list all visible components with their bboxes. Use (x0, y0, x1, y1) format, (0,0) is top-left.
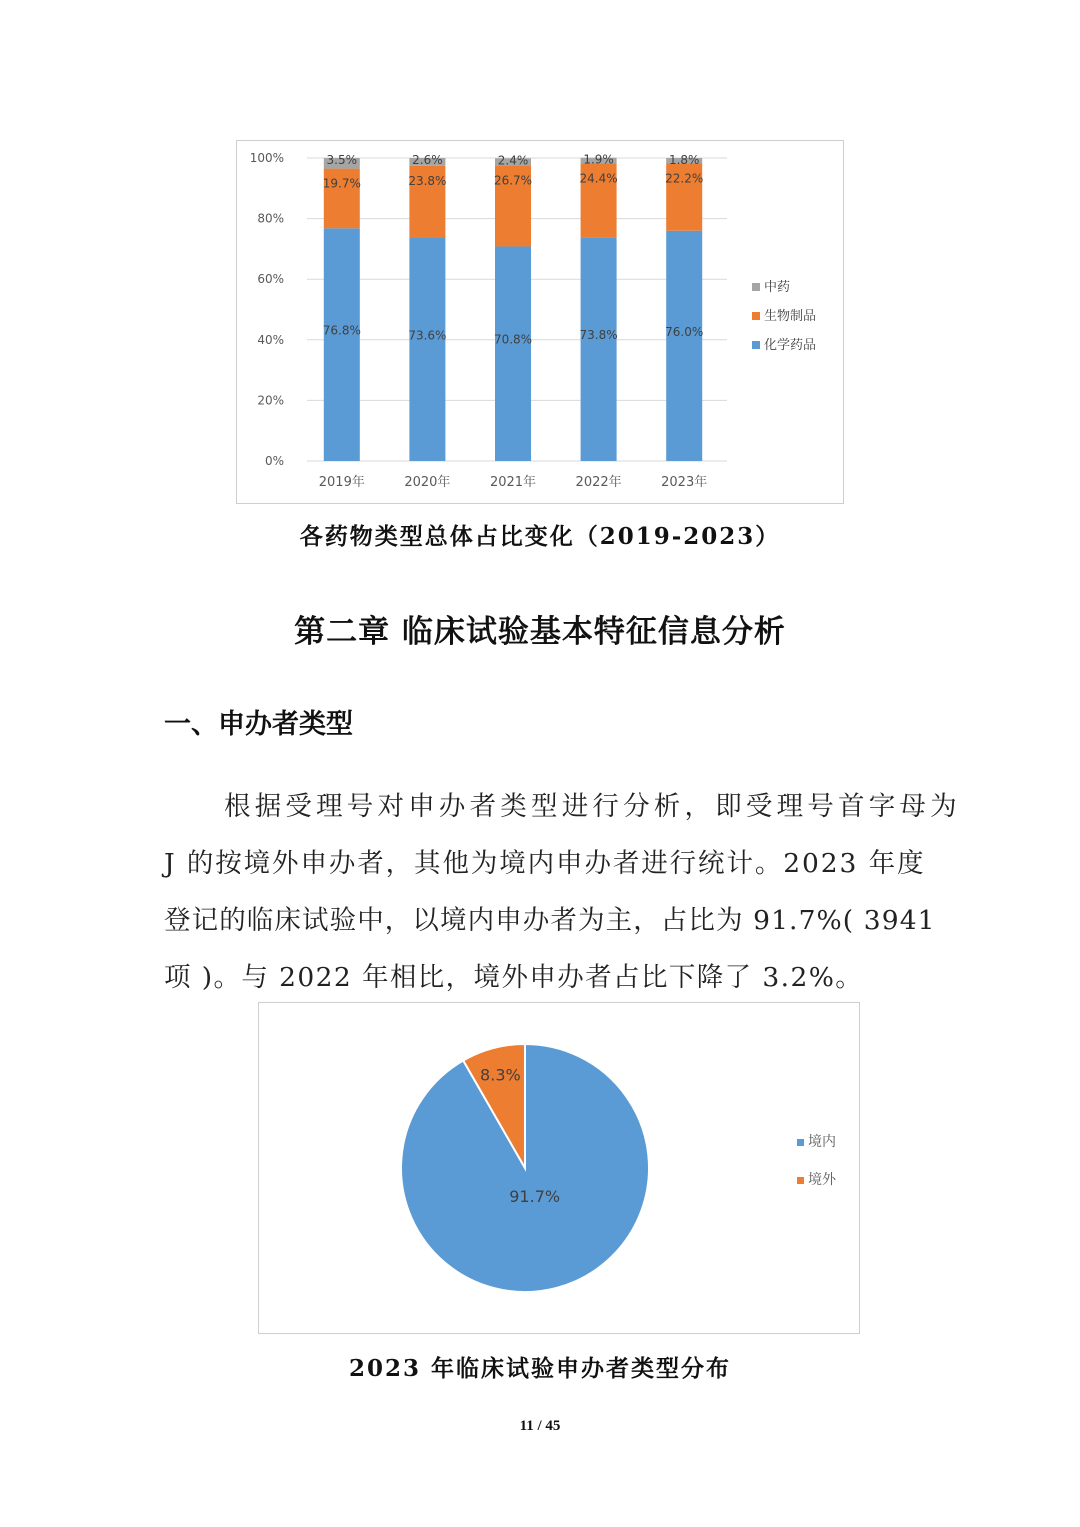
data-label: 2.4% (497, 153, 529, 168)
chart1-caption: 各药物类型总体占比变化（2019-2023） (299, 523, 781, 550)
page-number: 11 / 45 (519, 1418, 561, 1434)
legend-label: 化学药品 (764, 338, 817, 353)
data-label: 26.7% (493, 173, 533, 188)
bar-segment (666, 231, 702, 461)
data-label: 22.2% (665, 171, 704, 186)
legend-swatch (752, 312, 760, 320)
paragraph-line: 登记的临床试验中，以境内申办者为主，占比为 91.7%( 3941 (164, 905, 936, 936)
data-label: 19.7% (322, 176, 361, 191)
data-label: 76.8% (322, 323, 361, 338)
y-tick-label: 0% (264, 454, 284, 468)
bar-segment (581, 237, 617, 461)
section-heading: 一、申办者类型 (164, 709, 353, 740)
data-label: 76.0% (665, 324, 704, 339)
x-tick-label: 2020年 (404, 475, 451, 490)
chart2-caption: 2023 年临床试验申办者类型分布 (348, 1355, 732, 1382)
data-label: 23.8% (408, 173, 447, 188)
data-label: 73.8% (579, 328, 618, 343)
paragraph-line: 项 )。与 2022 年相比，境外申办者占比下降了 3.2%。 (164, 962, 864, 993)
y-tick-label: 60% (257, 272, 284, 287)
data-label: 3.5% (326, 153, 358, 167)
x-tick-label: 2021年 (489, 475, 537, 490)
stacked-bar-chart-panel (236, 140, 844, 504)
pie-chart (259, 1003, 859, 1333)
paragraph-line: 根据受理号对申办者类型进行分析，即受理号首字母为 (224, 791, 961, 822)
y-tick-label: 100% (249, 151, 284, 165)
y-tick-label: 80% (257, 211, 284, 226)
legend-label: 生物制品 (764, 309, 817, 324)
legend-swatch (797, 1139, 804, 1146)
legend-label: 境内 (808, 1134, 836, 1150)
bar-segment (324, 228, 360, 461)
paragraph-line: J 的按境外申办者，其他为境内申办者进行统计。2023 年度 (164, 848, 926, 879)
legend-label: 中药 (764, 280, 791, 295)
y-tick-label: 20% (257, 393, 284, 408)
y-tick-label: 40% (257, 332, 284, 347)
stacked-bar-chart (237, 141, 843, 503)
data-label: 2.6% (412, 153, 443, 167)
slice-label: 91.7% (509, 1186, 561, 1206)
slice-label: 8.3% (480, 1065, 521, 1085)
data-label: 24.4% (579, 171, 618, 186)
legend-swatch (752, 341, 760, 349)
legend-swatch (797, 1177, 804, 1184)
legend-label: 境外 (808, 1172, 836, 1188)
x-tick-label: 2022年 (575, 475, 622, 490)
data-label: 1.8% (668, 153, 700, 167)
data-label: 73.6% (408, 328, 447, 343)
data-label: 70.8% (493, 332, 533, 347)
data-label: 1.9% (583, 152, 614, 167)
chapter-title: 第二章 临床试验基本特征信息分析 (294, 614, 786, 650)
x-tick-label: 2023年 (661, 475, 708, 490)
bar-segment (495, 246, 531, 461)
legend-swatch (752, 283, 760, 291)
x-tick-label: 2019年 (318, 475, 365, 490)
bar-segment (409, 238, 445, 461)
pie-chart-panel (258, 1002, 860, 1334)
